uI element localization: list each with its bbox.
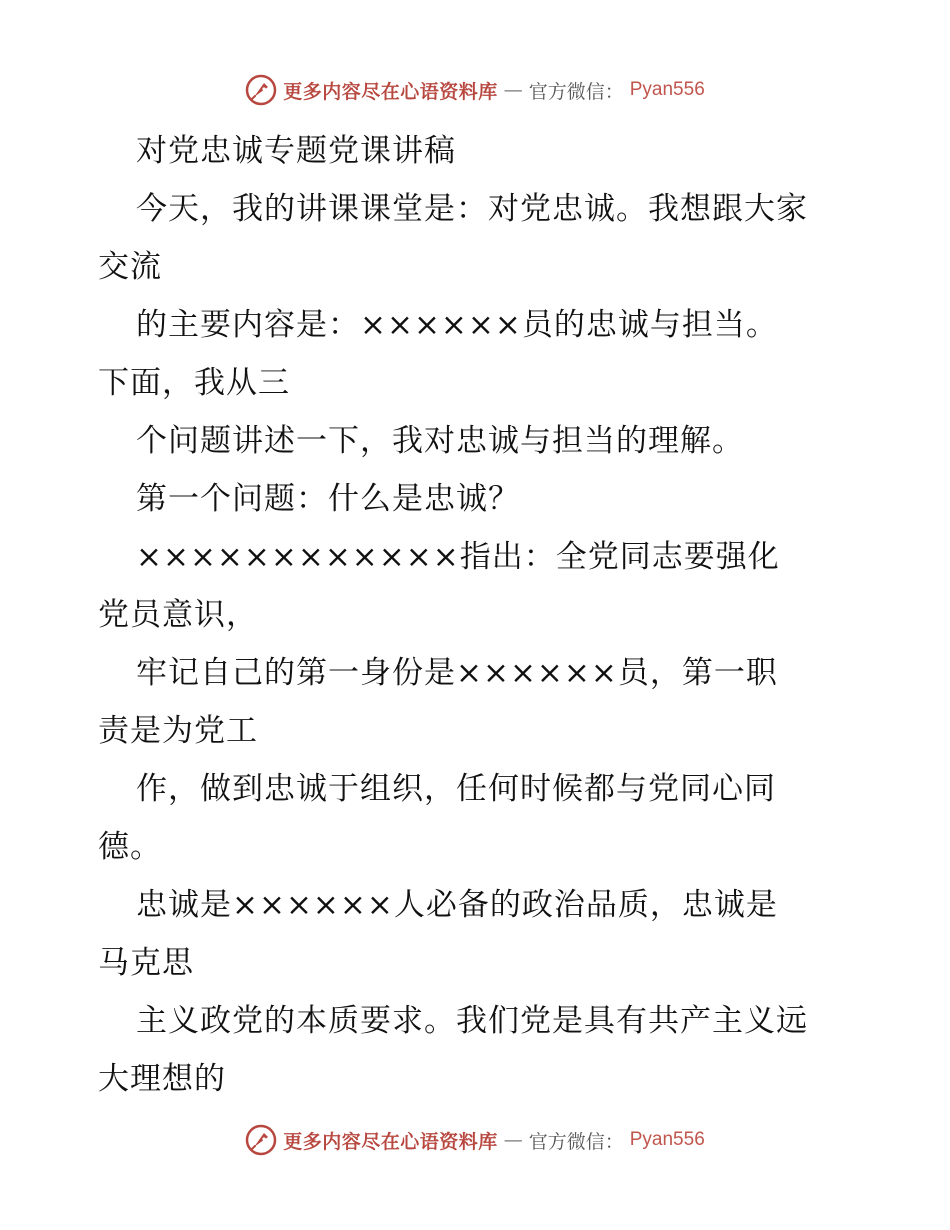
- text-line: 个问题讲述一下，我对忠诚与担当的理解。: [136, 423, 744, 459]
- text-line: 作，做到忠诚于组织，任何时候都与党同心同: [136, 771, 776, 807]
- pen-nib-icon: [245, 74, 277, 106]
- banner-wechat-id: Pyan556: [629, 1129, 705, 1150]
- text-line: ××××××××××××指出：全党同志要强化: [136, 539, 780, 575]
- banner-slogan: 更多内容尽在心语资料库: [283, 80, 498, 103]
- text-line: 今天，我的讲课课堂是：对党忠诚。我想跟大家: [136, 191, 808, 227]
- banner-wechat-label: 官方微信：: [528, 1130, 624, 1153]
- document-title: 对党忠诚专题党课讲稿: [136, 133, 456, 169]
- banner-separator: —: [503, 1129, 523, 1151]
- text-line: 交流: [98, 249, 162, 285]
- text-line: 马克思: [98, 945, 194, 981]
- footer-banner: [0, 1120, 950, 1160]
- pen-nib-icon: [245, 1124, 277, 1156]
- text-line: 牢记自己的第一身份是××××××员，第一职: [136, 655, 778, 691]
- document-body: [98, 122, 858, 1108]
- text-line: 忠诚是××××××人必备的政治品质，忠诚是: [136, 887, 778, 923]
- text-line: 的主要内容是：××××××员的忠诚与担当。: [136, 307, 778, 343]
- text-line: 下面，我从三: [98, 365, 290, 401]
- text-line: 大理想的: [98, 1061, 226, 1097]
- banner-separator: —: [503, 79, 523, 101]
- text-line: 主义政党的本质要求。我们党是具有共产主义远: [136, 1003, 808, 1039]
- banner-wechat-label: 官方微信：: [528, 80, 624, 103]
- text-line: 德。: [98, 829, 162, 865]
- text-line: 党员意识，: [98, 597, 258, 633]
- text-line: 第一个问题：什么是忠诚？: [136, 481, 520, 517]
- banner-slogan: 更多内容尽在心语资料库: [283, 1130, 498, 1153]
- banner-wechat-id: Pyan556: [629, 79, 705, 100]
- header-banner: [0, 70, 950, 110]
- text-line: 责是为党工: [98, 713, 258, 749]
